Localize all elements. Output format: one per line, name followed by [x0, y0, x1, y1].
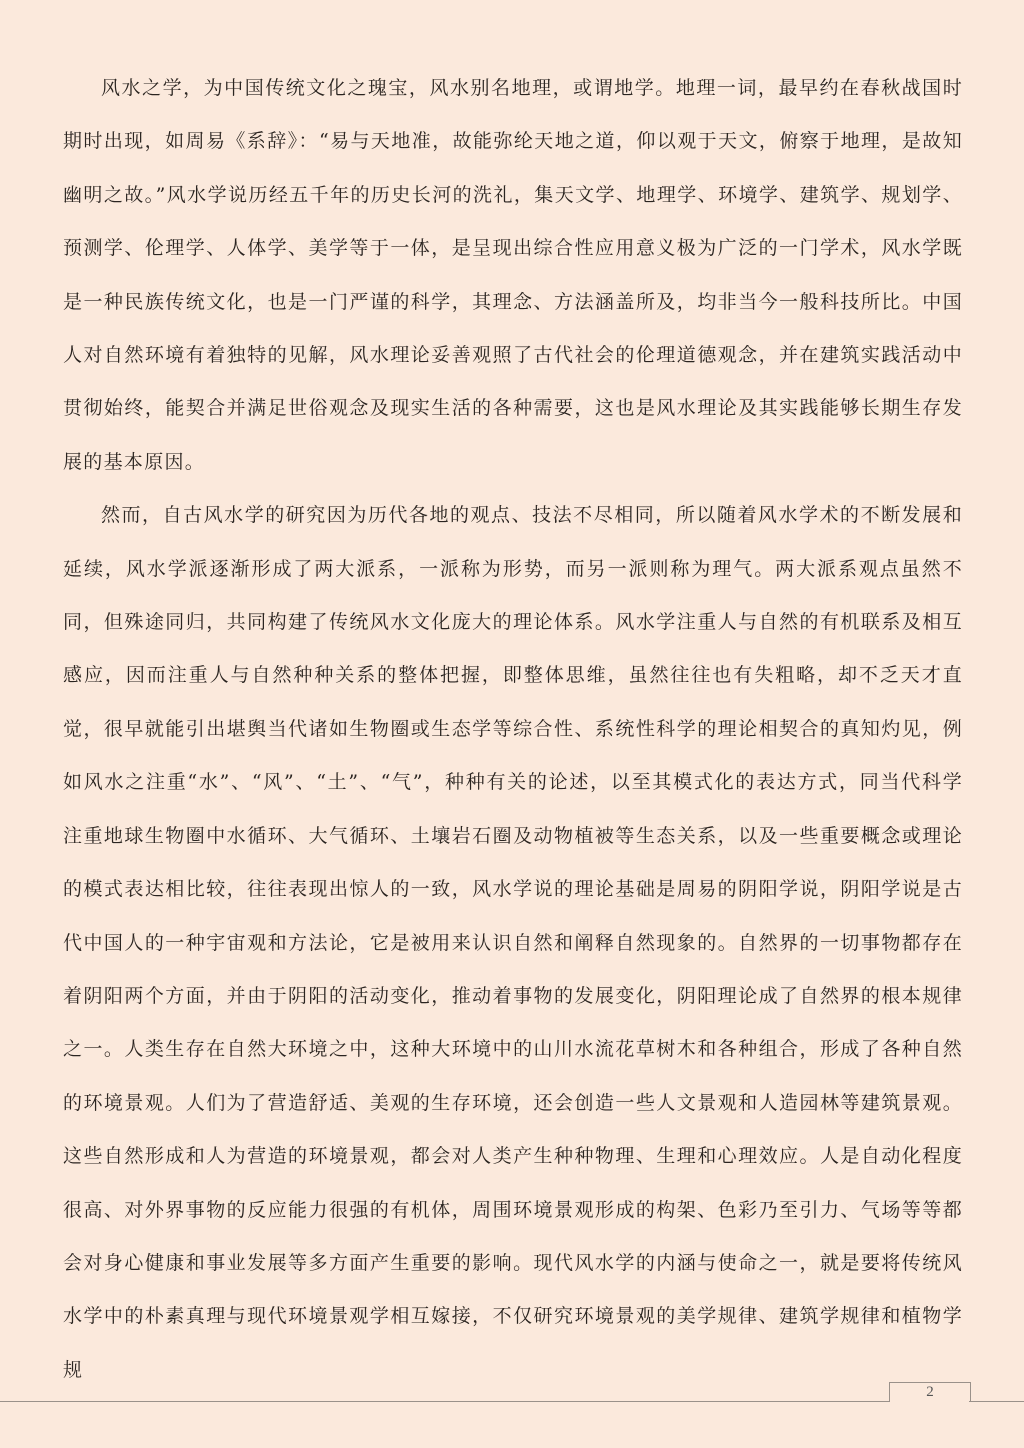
footer-rule-right: [969, 1401, 1024, 1402]
page-number-tab: [889, 1382, 971, 1402]
footer-rule-left: [0, 1401, 889, 1402]
paragraph-2: 然而，自古风水学的研究因为历代各地的观点、技法不尽相同，所以随着风水学术的不断发展和延续，风水学派逐渐形成了两大派系，一派称为形势，而另一派则称为理气。两大派系观点虽然不同，但殊途同归，共同构建了传统风水文化庞大的理论体系。风水学注重人与自然的有机联系及相互感应，因而注重人与自然种种关系的整体把握，即整体思维，虽然往往也有失粗略，却不乏天才直觉，很早就能引出堪舆当代诸如生物圈或生态学等综合性、系统性科学的理论相契合的真知灼见，例如风水之注重“水”、“风”、“土”、“气”，种种有关的论述，以至其模式化的表达方式，同当代科学注重地球生物圈中水循环、大气循环、土壤岩石圈及动物植被等生态关系，以及一些重要概念或理论的模式表达相比较，往往表现出惊人的一致，风水学说的理论基础是周易的阴阳学说，阴阳学说是古代中国人的一种宇宙观和方法论，它是被用来认识自然和阐释自然现象的。自然界的一切事物都存在着阴阳两个方面，并由于阴阳的活动变化，推动着事物的发展变化，阴阳理论成了自然界的根本规律之一。人类生存在自然大环境之中，这种大环境中的山川水流花草树木和各种组合，形成了各种自然的环境景观。人们为了营造舒适、美观的生存环境，还会创造一些人文景观和人造园林等建筑景观。这些自然形成和人为营造的环境景观，都会对人类产生种种物理、生理和心理效应。人是自动化程度很高、对外界事物的反应能力很强的有机体，周围环境景观形成的构架、色彩乃至引力、气场等等都会对身心健康和事业发展等多方面产生重要的影响。现代风水学的内涵与使命之一，就是要将传统风水学中的朴素真理与现代环境景观学相互嫁接，不仅研究环境景观的美学规律、建筑学规律和植物学规: [63, 504, 963, 1381]
page-number: 2: [926, 1384, 934, 1400]
paragraph-1: 风水之学，为中国传统文化之瑰宝，风水别名地理，或谓地学。地理一词，最早约在春秋战国时期时出现，如周易《系辞》：“易与天地准，故能弥纶天地之道，仰以观于天文，俯察于地理，是故知幽明之故。”风水学说历经五千年的历史长河的洗礼，集天文学、地理学、环境学、建筑学、规划学、预测学、伦理学、人体学、美学等于一体，是呈现出综合性应用意义极为广泛的一门学术，风水学既是一种民族传统文化，也是一门严谨的科学，其理念、方法涵盖所及，均非当今一般科技所比。中国人对自然环境有着独特的见解，风水理论妥善观照了古代社会的伦理道德观念，并在建筑实践活动中贯彻始终，能契合并满足世俗观念及现实生活的各种需要，这也是风水理论及其实践能够长期生存发展的基本原因。: [63, 77, 963, 473]
body-text: [63, 62, 963, 1397]
